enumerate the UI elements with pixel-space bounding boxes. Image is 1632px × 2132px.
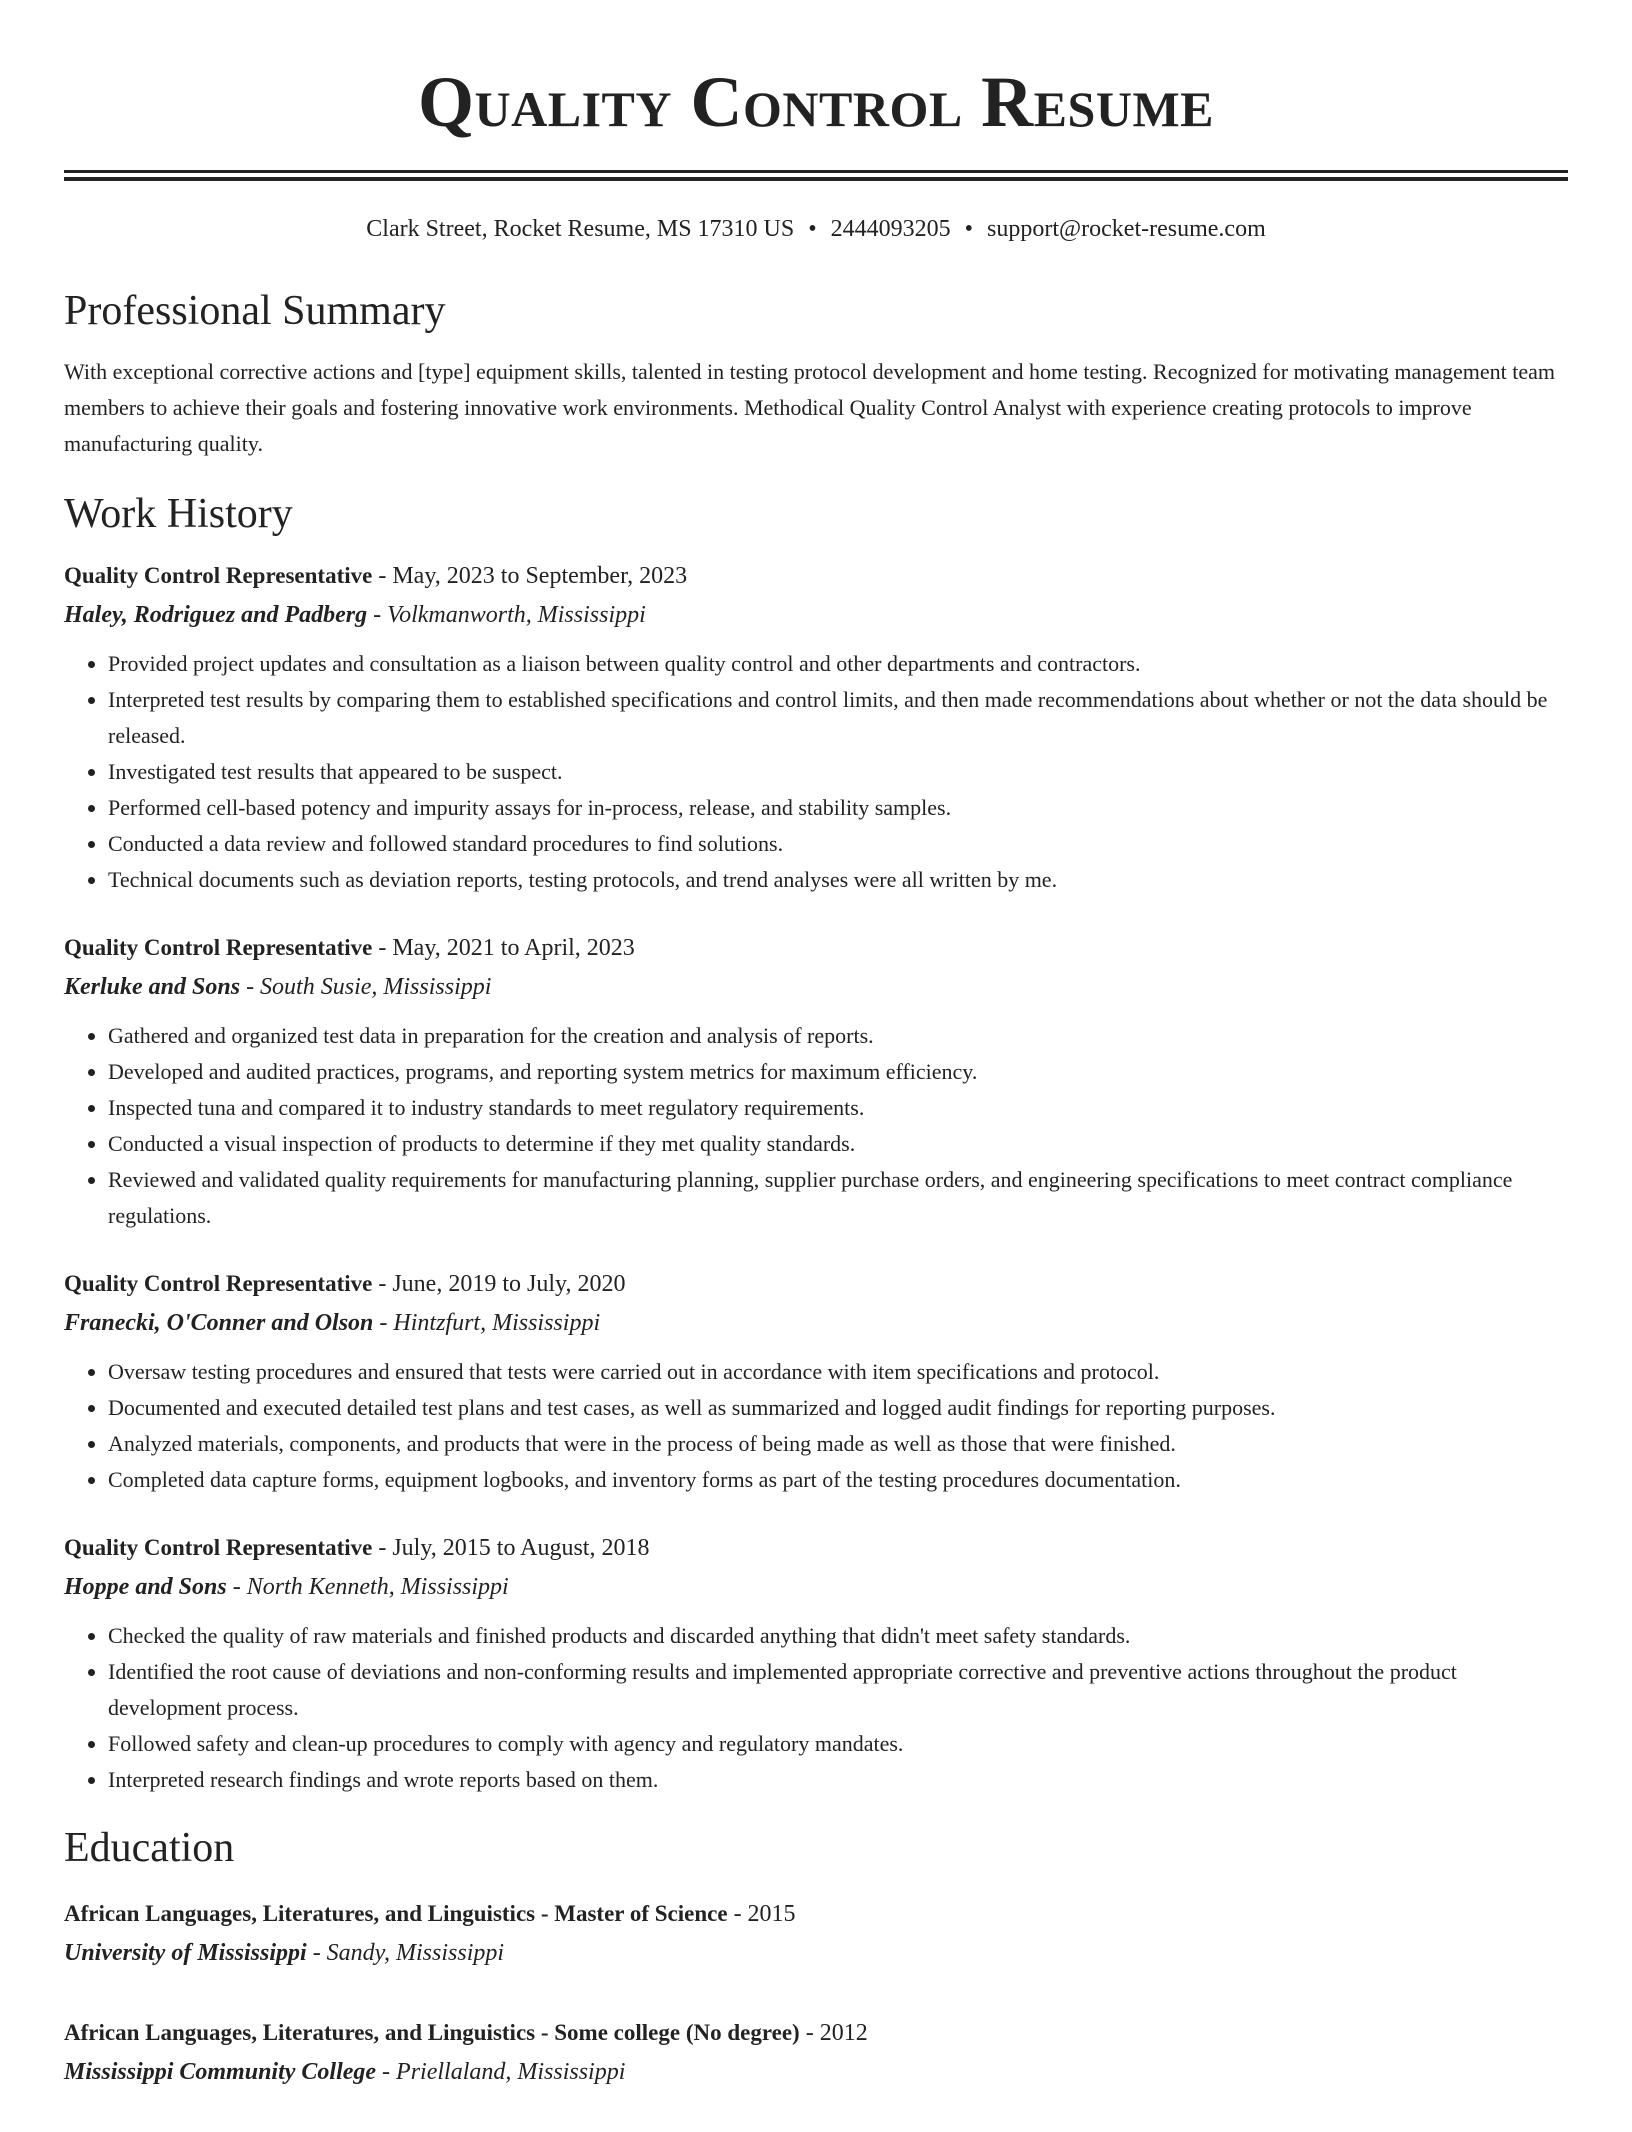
job-duty: • Interpreted research findings and wrote reports based on them. xyxy=(108,1762,1568,1798)
job-duty: • Technical documents such as deviation reports, testing protocols, and trend analyses were all written by me. xyxy=(108,862,1568,898)
job-duty: • Analyzed materials, components, and products that were in the process of being made as well as those that were finished. xyxy=(108,1426,1568,1462)
job-dates: - May, 2023 to September, 2023 xyxy=(372,563,688,589)
job-duty: • Checked the quality of raw materials and finished products and discarded anything that didn't meet safety standards. xyxy=(108,1618,1568,1654)
education-year: - 2012 xyxy=(799,2020,868,2046)
education-school-line xyxy=(64,1934,1568,1973)
job-duty: • Conducted a visual inspection of products to determine if they met quality standards. xyxy=(108,1126,1568,1162)
job-duty: • Identified the root cause of deviations and non-conforming results and implemented appropriate corrective and preventive actions throughout the product development process. xyxy=(108,1654,1568,1726)
job-entry xyxy=(64,1528,1568,1798)
job-duties-list xyxy=(64,1618,1568,1798)
job-duty: • Performed cell-based potency and impurity assays for in-process, release, and stability samples. xyxy=(108,790,1568,826)
work-history-heading: Work History xyxy=(64,491,293,537)
contact-address: Clark Street, Rocket Resume, MS 17310 US xyxy=(366,216,795,242)
education-list xyxy=(64,1894,1568,2092)
job-employer-line xyxy=(64,1568,1568,1607)
job-duty: • Gathered and organized test data in preparation for the creation and analysis of reports. xyxy=(108,1018,1568,1054)
job-role: Quality Control Representative xyxy=(64,1271,373,1296)
job-employer-line xyxy=(64,596,1568,635)
education-year: - 2015 xyxy=(727,1901,796,1927)
contact-phone: 2444093205 xyxy=(830,216,951,242)
job-employer-line xyxy=(64,1304,1568,1343)
job-duty: • Inspected tuna and compared it to industry standards to meet regulatory requirements. xyxy=(108,1090,1568,1126)
job-duty: • Interpreted test results by comparing them to established specifications and control limits, and then made recommendations about whether or not the data should be released. xyxy=(108,682,1568,754)
contact-separator: • xyxy=(964,216,974,242)
job-employer: Kerluke and Sons xyxy=(64,974,241,1000)
job-employer: Franecki, O'Conner and Olson xyxy=(64,1310,374,1336)
education-degree-line xyxy=(64,2013,1568,2053)
job-duty: • Completed data capture forms, equipment logbooks, and inventory forms as part of the testing procedures documentation. xyxy=(108,1462,1568,1498)
education-school: Mississippi Community College xyxy=(64,2059,377,2085)
title-divider xyxy=(64,170,1568,181)
education-entry xyxy=(64,2013,1568,2092)
job-dates: - May, 2021 to April, 2023 xyxy=(372,935,635,961)
job-entry xyxy=(64,1264,1568,1498)
contact-line xyxy=(64,213,1568,245)
job-entry xyxy=(64,556,1568,898)
education-school: University of Mississippi xyxy=(64,1940,307,1966)
job-role: Quality Control Representative xyxy=(64,935,373,960)
job-dates: - July, 2015 to August, 2018 xyxy=(372,1535,650,1561)
job-duty: • Provided project updates and consultation as a liaison between quality control and other departments and contractors. xyxy=(108,646,1568,682)
job-duty: • Investigated test results that appeared to be suspect. xyxy=(108,754,1568,790)
job-duty: • Documented and executed detailed test plans and test cases, as well as summarized and logged audit findings for reporting purposes. xyxy=(108,1390,1568,1426)
job-duty: • Reviewed and validated quality requirements for manufacturing planning, supplier purchase orders, and engineering specifications to meet contract compliance regulations. xyxy=(108,1162,1568,1234)
job-location: - Volkmanworth, Mississippi xyxy=(367,602,646,628)
summary-heading: Professional Summary xyxy=(64,288,446,334)
education-heading: Education xyxy=(64,1825,235,1871)
job-duty: • Conducted a data review and followed standard procedures to find solutions. xyxy=(108,826,1568,862)
education-entry xyxy=(64,1894,1568,1973)
job-role: Quality Control Representative xyxy=(64,1535,373,1560)
job-employer: Hoppe and Sons xyxy=(64,1574,227,1600)
job-location: - South Susie, Mississippi xyxy=(240,974,492,1000)
job-duty: • Developed and audited practices, programs, and reporting system metrics for maximum efficiency. xyxy=(108,1054,1568,1090)
job-title-line xyxy=(64,928,1568,968)
summary-text: With exceptional corrective actions and [type] equipment skills, talented in testing protocol development and home testing. Recognized for motivating management team members to achieve their goals and fostering innovative work environments. Methodical Quality Control Analyst with experience creating protocols to improve manufacturing quality. xyxy=(64,359,1556,456)
resume-page xyxy=(64,0,1568,2132)
education-degree: African Languages, Literatures, and Linguistics - Some college (No degree) xyxy=(64,2020,800,2045)
contact-separator: • xyxy=(808,216,817,242)
job-location: - Hintzfurt, Mississippi xyxy=(373,1310,601,1336)
job-title-line xyxy=(64,1264,1568,1304)
education-degree: African Languages, Literatures, and Linguistics - Master of Science xyxy=(64,1901,728,1926)
resume-title: Quality Control Resume xyxy=(418,62,1214,142)
job-employer-line xyxy=(64,968,1568,1007)
education-location: - Sandy, Mississippi xyxy=(306,1940,505,1966)
job-duties-list xyxy=(64,1018,1568,1234)
education-school-line xyxy=(64,2053,1568,2092)
job-employer: Haley, Rodriguez and Padberg xyxy=(64,602,368,628)
contact-email: support@rocket-resume.com xyxy=(987,216,1266,242)
job-title-line xyxy=(64,1528,1568,1568)
education-location: - Priellaland, Mississippi xyxy=(376,2059,626,2085)
job-entry xyxy=(64,928,1568,1234)
job-role: Quality Control Representative xyxy=(64,563,373,588)
job-duty: • Oversaw testing procedures and ensured that tests were carried out in accordance with item specifications and protocol. xyxy=(108,1354,1568,1390)
job-dates: - June, 2019 to July, 2020 xyxy=(372,1271,626,1297)
job-duties-list xyxy=(64,1354,1568,1498)
job-title-line xyxy=(64,556,1568,596)
work-history-list xyxy=(64,556,1568,1798)
job-duty: • Followed safety and clean-up procedures to comply with agency and regulatory mandates. xyxy=(108,1726,1568,1762)
job-duties-list xyxy=(64,646,1568,898)
education-degree-line xyxy=(64,1894,1568,1934)
job-location: - North Kenneth, Mississippi xyxy=(226,1574,509,1600)
